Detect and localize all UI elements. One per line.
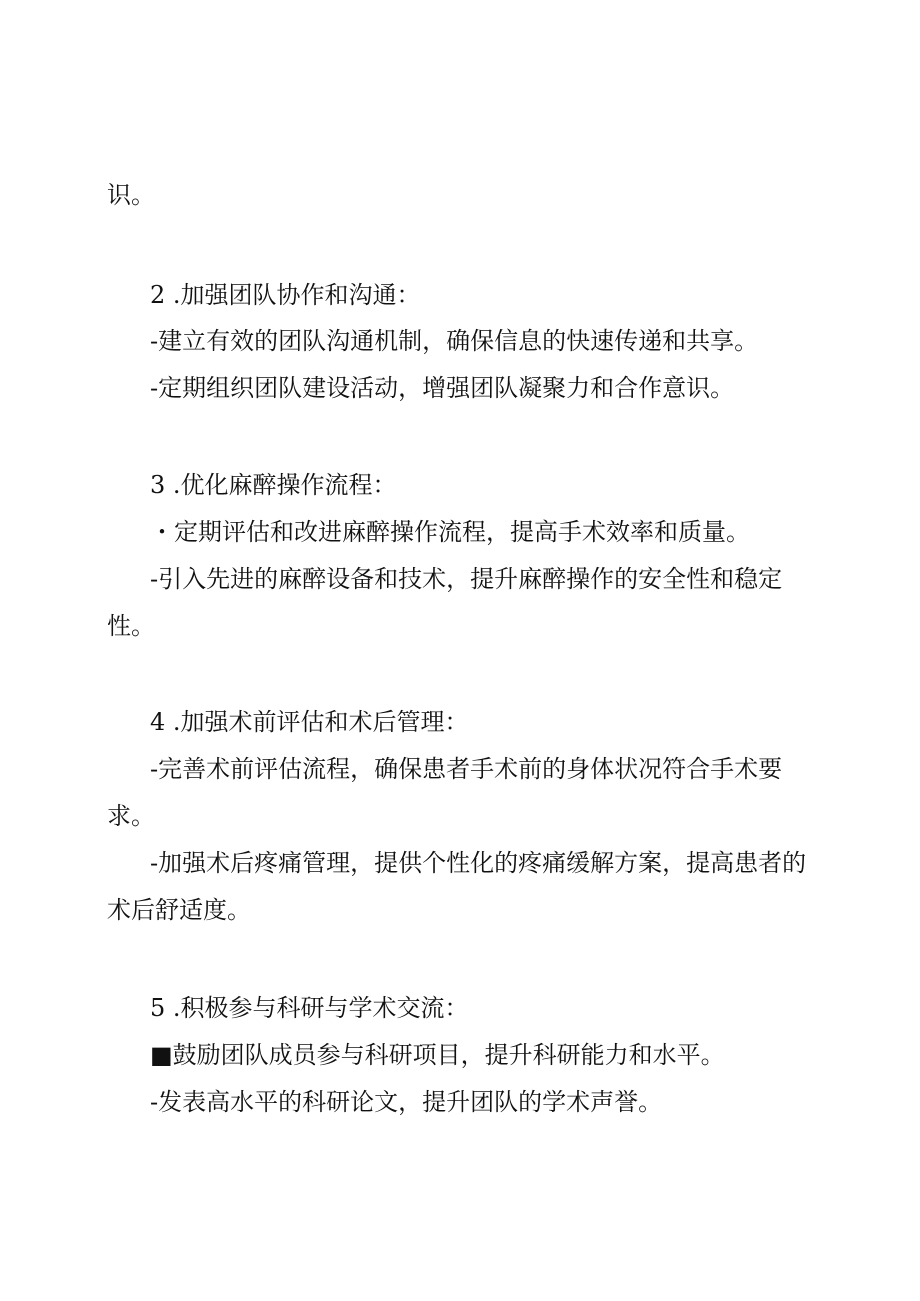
section-2-item-2: -定期组织团队建设活动，增强团队凝聚力和合作意识。 — [150, 374, 735, 402]
section-4-item-1: -完善术前评估流程，确保患者手术前的身体状况符合手术要 — [150, 755, 783, 783]
section-5-item-2: -发表高水平的科研论文，提升团队的学术声誉。 — [150, 1088, 663, 1116]
section-2-item-1: -建立有效的团队沟通机制，确保信息的快速传递和共享。 — [150, 327, 759, 355]
section-2-heading: 2 .加强团队协作和沟通： — [150, 281, 421, 309]
section-3-item-2: -引入先进的麻醉设备和技术，提升麻醉操作的安全性和稳定 — [150, 565, 783, 593]
section-3-heading: 3 .优化麻醉操作流程： — [150, 471, 397, 499]
section-3-item-1: ・定期评估和改进麻醉操作流程，提高手术效率和质量。 — [150, 518, 750, 546]
carryover-text: 识。 — [107, 181, 155, 209]
section-5-item-1: ■鼓励团队成员参与科研项目，提升科研能力和水平。 — [150, 1041, 725, 1069]
section-4-heading: 4 .加强术前评估和术后管理： — [150, 708, 469, 736]
section-5-heading: 5 .积极参与科研与学术交流： — [150, 994, 469, 1022]
section-4-item-2-continuation: 术后舒适度。 — [107, 896, 251, 924]
section-3-item-2-continuation: 性。 — [107, 612, 155, 640]
section-4-item-2: -加强术后疼痛管理，提供个性化的疼痛缓解方案，提高患者的 — [150, 849, 807, 877]
section-4-item-1-continuation: 求。 — [107, 802, 155, 830]
